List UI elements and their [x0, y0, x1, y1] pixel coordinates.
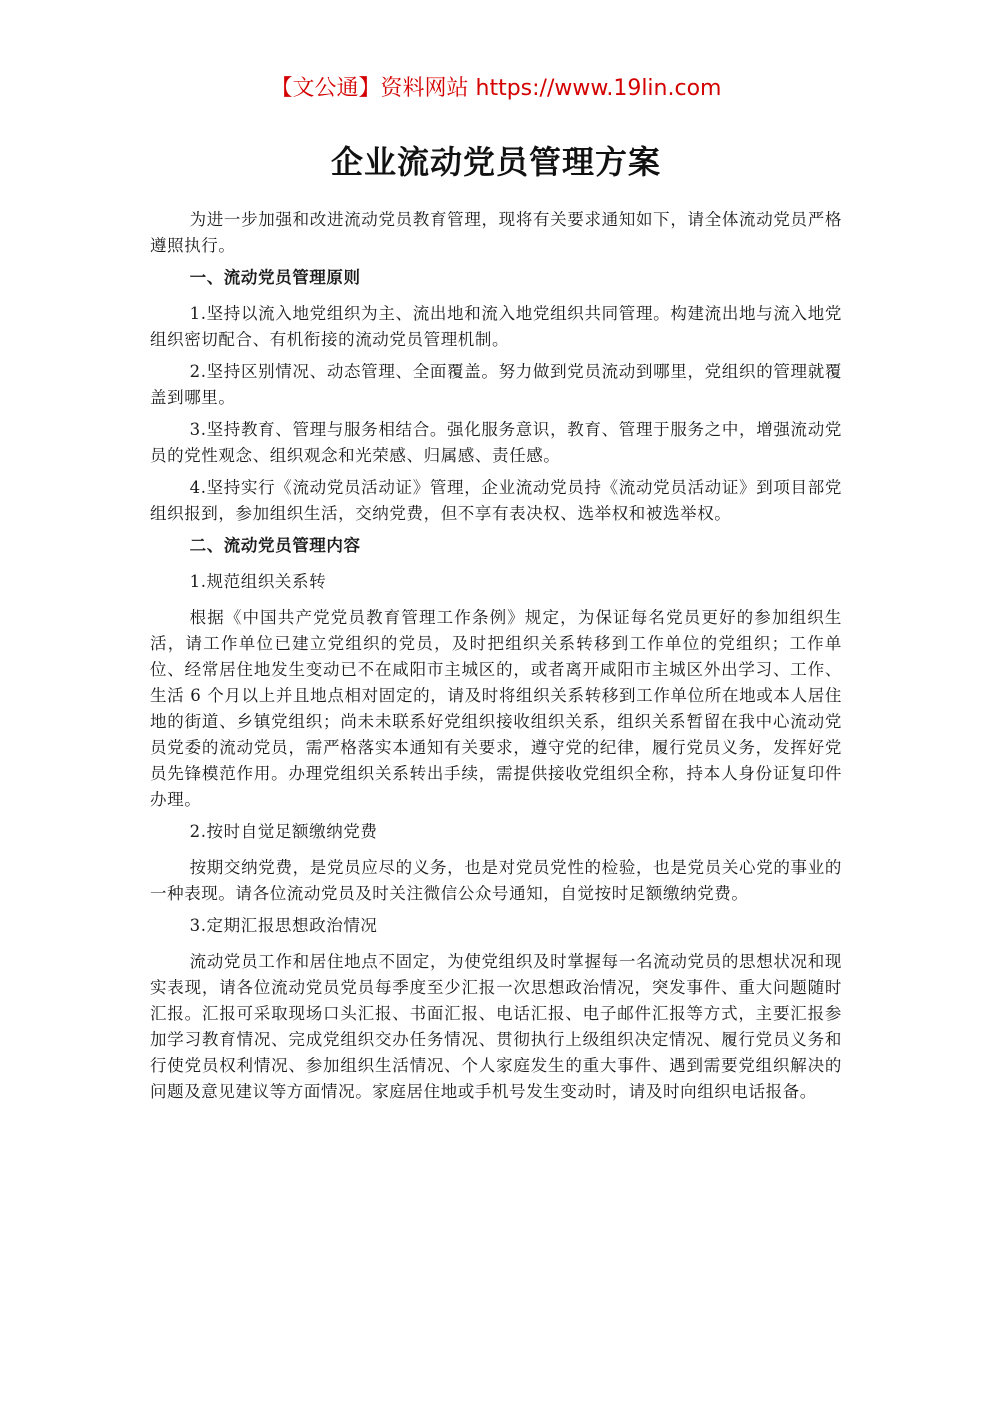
subsection-body: 根据《中国共产党党员教育管理工作条例》规定，为保证每名党员更好的参加组织生活，请工作单位已建立党组织的党员，及时把组织关系转移到工作单位的党组织；工作单位、经常居住地发生变动已不在咸阳市主城区的，或者离开咸阳市主城区外出学习、工作、生活 6 个月以上并且地点相对固定的，请及时将组织关系转移到工作单位所在地或本人居住地的街道、乡镇党组织；尚未未联系好党组织接收组织关系，组织关系暂留在我中心流动党员党委的流动党员，需严格落实本通知有关要求，遵守党的纪律，履行党员义务，发挥好党员先锋模范作用。办理党组织关系转出手续，需提供接收党组织全称，持本人身份证复印件办理。 — [150, 608, 842, 809]
principle-item: 3.坚持教育、管理与服务相结合。强化服务意识，教育、管理于服务之中，增强流动党员的党性观念、组织观念和光荣感、归属感、责任感。 — [150, 420, 842, 465]
subsection-body: 流动党员工作和居住地点不固定，为使党组织及时掌握每一名流动党员的思想状况和现实表现，请各位流动党员党员每季度至少汇报一次思想政治情况，突发事件、重大问题随时汇报。汇报可采取现场口头汇报、书面汇报、电话汇报、电子邮件汇报等方式，主要汇报参加学习教育情况、完成党组织交办任务情况、贯彻执行上级组织决定情况、履行党员义务和行使党员权利情况、参加组织生活情况、个人家庭发生的重大事件、遇到需要党组织解决的问题及意见建议等方面情况。家庭居住地或手机号发生变动时，请及时向组织电话报备。 — [150, 952, 842, 1101]
document-title: 企业流动党员管理方案 — [330, 143, 661, 181]
subsection-title: 1.规范组织关系转 — [189, 572, 327, 591]
principle-item: 1.坚持以流入地党组织为主、流出地和流入地党组织共同管理。构建流出地与流入地党组织密切配合、有机衔接的流动党员管理机制。 — [150, 304, 842, 349]
document-body — [150, 207, 842, 1111]
subsection-body: 按期交纳党费，是党员应尽的义务，也是对党员党性的检验，也是党员关心党的事业的一种表现。请各位流动党员及时关注微信公众号通知，自觉按时足额缴纳党费。 — [150, 858, 842, 903]
subsection-title: 3.定期汇报思想政治情况 — [189, 916, 378, 935]
section-heading-content: 二、流动党员管理内容 — [189, 536, 361, 555]
subsection-title: 2.按时自觉足额缴纳党费 — [189, 822, 378, 841]
principle-item: 4.坚持实行《流动党员活动证》管理，企业流动党员持《流动党员活动证》到项目部党组织报到，参加组织生活，交纳党费，但不享有表决权、选举权和被选举权。 — [150, 478, 842, 523]
section-heading-principles: 一、流动党员管理原则 — [189, 268, 361, 287]
principle-item: 2.坚持区别情况、动态管理、全面覆盖。努力做到党员流动到哪里，党组织的管理就覆盖到哪里。 — [150, 362, 842, 407]
website-banner: 【文公通】资料网站 https://www.19lin.com — [270, 76, 722, 101]
intro-paragraph: 为进一步加强和改进流动党员教育管理，现将有关要求通知如下，请全体流动党员严格遵照执行。 — [150, 210, 842, 255]
